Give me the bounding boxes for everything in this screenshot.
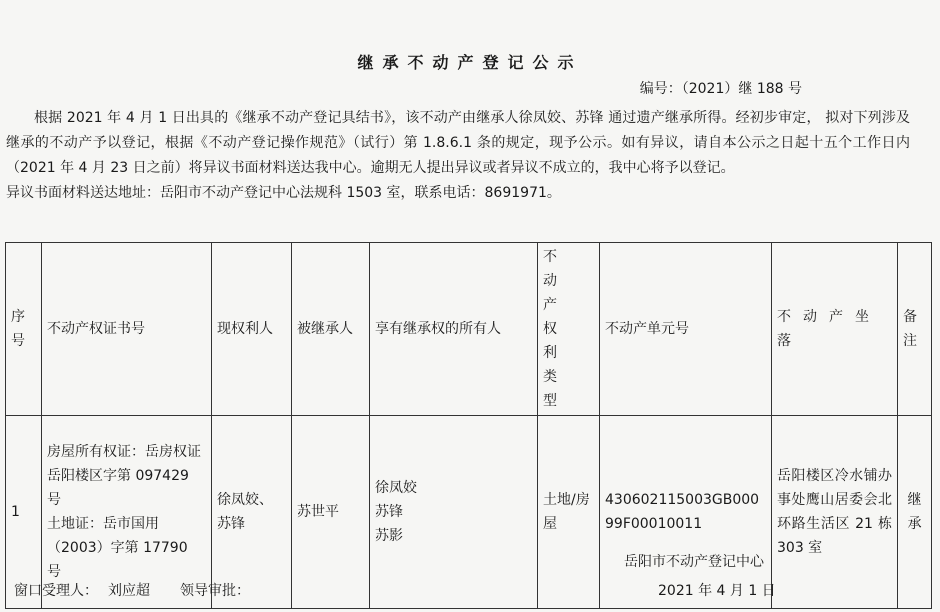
header-decedent: 被继承人 <box>292 243 370 416</box>
header-unit-no: 不动产单元号 <box>600 243 772 416</box>
cell-right-type: 土地/房屋 <box>538 416 600 609</box>
header-holder: 现权利人 <box>212 243 292 416</box>
table-header-row <box>6 243 932 416</box>
issue-date: 2021 年 4 月 1 日 <box>658 583 776 599</box>
cell-cert: 房屋所有权证：岳房权证岳阳楼区字第 097429 号 土地证：岳市国用（2003）字第 17790 号 <box>42 416 212 609</box>
header-heirs: 享有继承权的所有人 <box>370 243 538 416</box>
issuing-org: 岳阳市不动产登记中心 <box>624 554 764 570</box>
notice-number: 编号：（2021）继 188 号 <box>639 81 802 97</box>
notice-title: 继承不动产登记公示 <box>357 53 583 72</box>
property-table <box>5 242 932 609</box>
header-seq: 序号 <box>6 243 42 416</box>
header-cert: 不动产权证书号 <box>42 243 212 416</box>
header-right-type: 不动产权利类型 <box>538 243 600 416</box>
cell-heirs: 徐凤姣 苏锋 苏影 <box>370 416 538 609</box>
cell-decedent: 苏世平 <box>292 416 370 609</box>
objection-address: 异议书面材料送达地址：岳阳市不动产登记中心法规科 1503 室，联系电话：8691971。 <box>6 185 561 201</box>
header-location: 不动产坐落 <box>772 243 898 416</box>
header-remark: 备注 <box>898 243 932 416</box>
notice-body <box>6 106 910 206</box>
acceptor-label: 窗口受理人： <box>14 583 98 599</box>
cell-unit-no: 430602115003GB00099F00010011 <box>600 416 772 609</box>
cell-seq: 1 <box>6 416 42 609</box>
notice-paragraph: 根据 2021 年 4 月 1 日出具的《继承不动产登记具结书》，该不动产由继承人徐凤姣、苏锋 通过遗产继承所得。经初步审定， 拟对下列涉及继承的不动产予以登记，根据《不动产登记操作规范》（试行）第 1.8.6.1 条的规定，现予公示。如有异议，请自本公示之日起十五个工作日内（2021 年 4 月 23 日之前）将异议书面材料送达我中心。逾期无人提出异议或者异议不成立的，我中心将予以登记。 <box>6 110 910 176</box>
acceptor-name: 刘应超 <box>108 583 150 599</box>
cell-remark: 继承 <box>898 416 932 609</box>
signature-line <box>14 580 280 600</box>
approval-label: 领导审批： <box>180 583 250 599</box>
cell-holder: 徐凤姣、苏锋 <box>212 416 292 609</box>
cell-location: 岳阳楼区冷水铺办事处鹰山居委会北环路生活区 21 栋 303 室 <box>772 416 898 609</box>
